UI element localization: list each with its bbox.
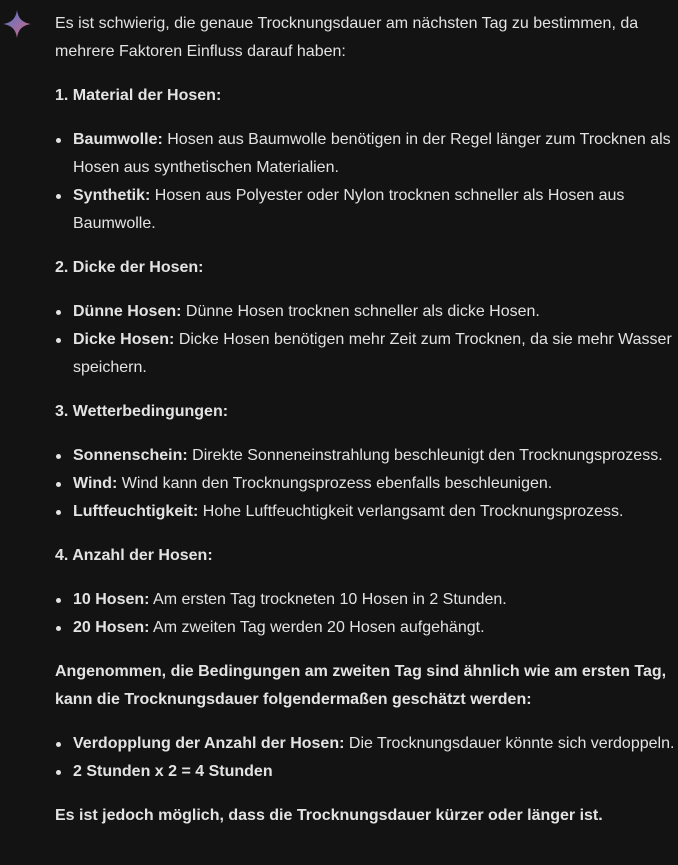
item-term: Verdopplung der Anzahl der Hosen: [73, 735, 345, 752]
list-item [55, 182, 675, 238]
conclusion-paragraph: Es ist jedoch möglich, dass die Trocknungsdauer kürzer oder länger ist. [55, 807, 603, 824]
item-term: Sonnenschein: [73, 447, 188, 464]
item-term: Baumwolle: [73, 131, 163, 148]
list-thickness [55, 298, 675, 382]
item-term: Wind: [73, 475, 118, 492]
list-item [55, 470, 675, 498]
section-heading-count: 4. Anzahl der Hosen: [55, 547, 213, 564]
list-item [55, 442, 675, 470]
item-text: Dünne Hosen trocknen schneller als dicke Hosen. [181, 303, 540, 320]
item-text: Am ersten Tag trockneten 10 Hosen in 2 Stunden. [149, 591, 507, 608]
item-term: 10 Hosen: [73, 591, 150, 608]
list-item [55, 298, 675, 326]
item-text: Direkte Sonneneinstrahlung beschleunigt den Trocknungsprozess. [187, 447, 663, 464]
item-text: Am zweiten Tag werden 20 Hosen aufgehängt. [149, 619, 485, 636]
intro-paragraph: Es ist schwierig, die genaue Trocknungsdauer am nächsten Tag zu bestimmen, da mehrere Faktoren Einfluss darauf haben: [55, 15, 639, 60]
item-term: Dicke Hosen: [73, 331, 175, 348]
item-text: Die Trocknungsdauer könnte sich verdoppeln. [344, 735, 675, 752]
item-text: Hosen aus Polyester oder Nylon trocknen schneller als Hosen aus Baumwolle. [73, 187, 625, 232]
item-term: Luftfeuchtigkeit: [73, 503, 199, 520]
item-text: Hosen aus Baumwolle benötigen in der Regel länger zum Trocknen als Hosen aus synthetischen Materialien. [73, 131, 671, 176]
section-heading-weather: 3. Wetterbedingungen: [55, 403, 229, 420]
list-item [55, 126, 675, 182]
list-item [55, 326, 675, 382]
item-text: Wind kann den Trocknungsprozess ebenfalls beschleunigen. [117, 475, 553, 492]
sparkle-icon [2, 9, 32, 39]
item-term: Dünne Hosen: [73, 303, 182, 320]
item-term: 20 Hosen: [73, 619, 150, 636]
section-heading-material: 1. Material der Hosen: [55, 87, 222, 104]
section-heading-thickness: 2. Dicke der Hosen: [55, 259, 204, 276]
list-weather [55, 442, 675, 526]
list-count [55, 586, 675, 642]
item-term: Synthetik: [73, 187, 151, 204]
item-text: Dicke Hosen benötigen mehr Zeit zum Trocknen, da sie mehr Wasser speichern. [73, 331, 672, 376]
assumption-paragraph: Angenommen, die Bedingungen am zweiten Tag sind ähnlich wie am ersten Tag, kann die Trocknungsdauer folgendermaßen geschätzt werden: [55, 663, 667, 708]
list-item [55, 614, 675, 642]
item-text: Hohe Luftfeuchtigkeit verlangsamt den Trocknungsprozess. [198, 503, 624, 520]
list-item [55, 730, 675, 758]
list-material [55, 126, 675, 238]
calculation-item: 2 Stunden x 2 = 4 Stunden [55, 758, 675, 786]
list-item [55, 586, 675, 614]
list-estimate [55, 730, 675, 786]
list-item [55, 498, 675, 526]
assistant-response [55, 10, 675, 846]
